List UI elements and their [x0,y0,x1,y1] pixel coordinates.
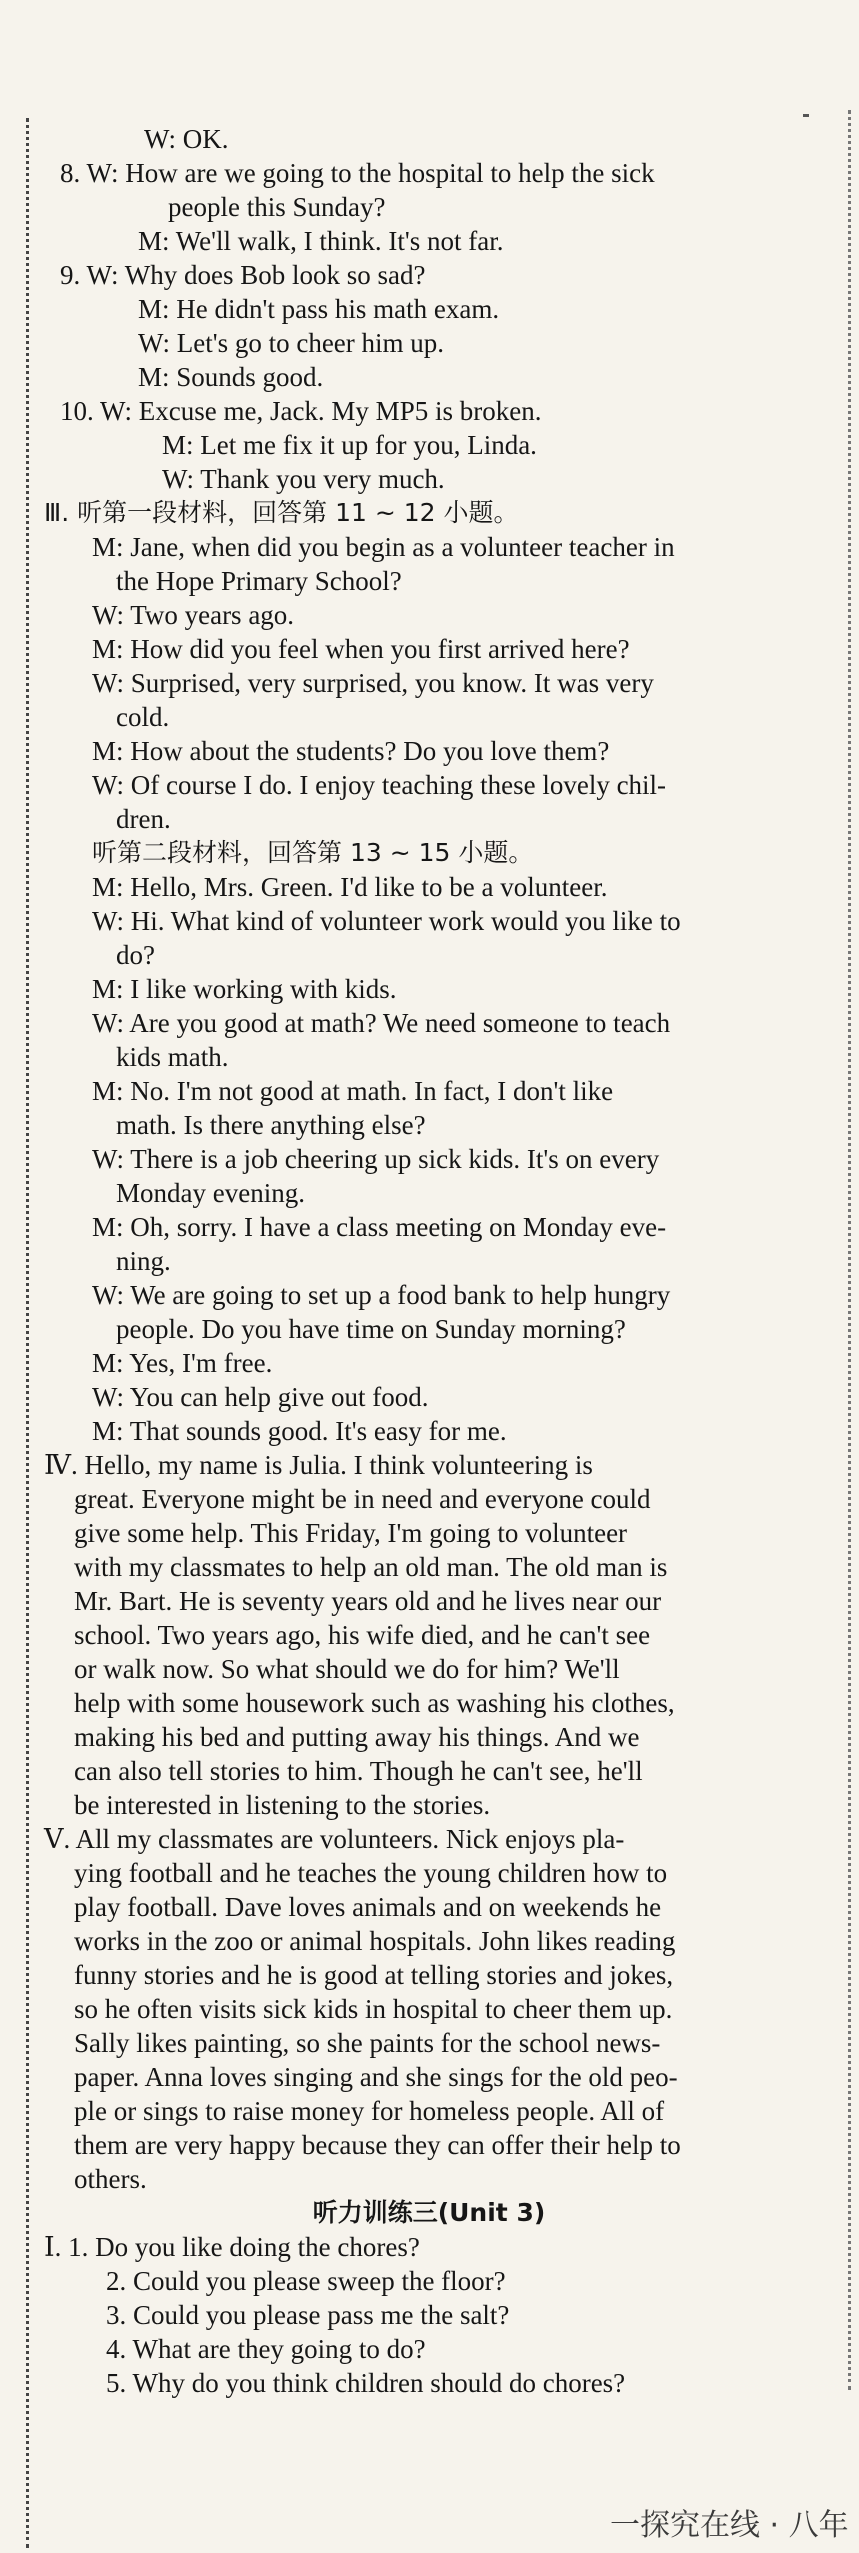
script-line: W: Are you good at math? We need someone to teach [92,1008,671,1038]
script-line: W: OK. [144,124,229,154]
passage-line: making his bed and putting away his things. And we [74,1722,640,1752]
corner-mark [803,114,809,117]
script-line: M: No. I'm not good at math. In fact, I don't like [92,1076,614,1106]
script-line: M: How about the students? Do you love them? [92,736,610,766]
passage-line: works in the zoo or animal hospitals. John likes reading [74,1926,676,1956]
script-line: M: Let me fix it up for you, Linda. [162,430,537,460]
question-line: 5. Why do you think children should do chores? [106,2368,626,2398]
passage-line: Mr. Bart. He is seventy years old and he lives near our [74,1586,662,1616]
question-line: 3. Could you please pass me the salt? [106,2300,510,2330]
passage-line: them are very happy because they can offer their help to [74,2130,681,2160]
script-line: M: Jane, when did you begin as a volunteer teacher in [92,532,675,562]
passage-line: others. [74,2164,147,2194]
script-line: M: Oh, sorry. I have a class meeting on Monday eve- [92,1212,667,1242]
script-line: W: Of course I do. I enjoy teaching these lovely chil- [92,770,667,800]
script-line: M: He didn't pass his math exam. [138,294,500,324]
script-line: dren. [116,804,171,834]
passage-line: help with some housework such as washing his clothes, [74,1688,675,1718]
script-line: ning. [116,1246,171,1276]
right-dotted-line [848,110,851,2390]
script-line: M: Yes, I'm free. [92,1348,273,1378]
script-line: people this Sunday? [168,192,386,222]
script-line: kids math. [116,1042,229,1072]
passage-line: play football. Dave loves animals and on weekends he [74,1892,662,1922]
passage-line: or walk now. So what should we do for him? We'll [74,1654,620,1684]
script-line: do? [116,940,155,970]
script-line: 10. W: Excuse me, Jack. My MP5 is broken. [60,396,542,426]
script-line: M: I like working with kids. [92,974,397,1004]
passage-line: funny stories and he is good at telling stories and jokes, [74,1960,674,1990]
passage-line: great. Everyone might be in need and everyone could [74,1484,651,1514]
passage-line: Sally likes painting, so she paints for the school news- [74,2028,661,2058]
script-line: W: Thank you very much. [162,464,445,494]
script-line: 9. W: Why does Bob look so sad? [60,260,426,290]
script-line: cold. [116,702,170,732]
passage-line: ying football and he teaches the young children how to [74,1858,668,1888]
listening-script [44,122,814,2400]
script-line: M: Hello, Mrs. Green. I'd like to be a volunteer. [92,872,608,902]
script-line: W: Hi. What kind of volunteer work would you like to [92,906,681,936]
question-line: 2. Could you please sweep the floor? [106,2266,506,2296]
passage-line: school. Two years ago, his wife died, and he can't see [74,1620,651,1650]
passage-line: Ⅳ. Hello, my name is Julia. I think volunteering is [44,1450,593,1480]
script-line: M: That sounds good. It's easy for me. [92,1416,507,1446]
section-title: 听力训练三(Unit 3) [312,2198,546,2227]
passage-line: can also tell stories to him. Though he can't see, he'll [74,1756,643,1786]
question-line: 4. What are they going to do? [106,2334,426,2364]
script-line: W: You can help give out food. [92,1382,429,1412]
script-line: M: How did you feel when you first arrived here? [92,634,630,664]
passage-line: Ⅴ. All my classmates are volunteers. Nick enjoys pla- [44,1824,625,1854]
part-heading: Ⅲ. 听第一段材料，回答第 11 ~ 12 小题。 [44,498,519,527]
script-line: W: We are going to set up a food bank to help hungry [92,1280,671,1310]
script-line: W: Let's go to cheer him up. [138,328,445,358]
passage-line: be interested in listening to the stories. [74,1790,491,1820]
script-line: M: We'll walk, I think. It's not far. [138,226,504,256]
part-heading: 听第二段材料，回答第 13 ~ 15 小题。 [92,838,534,867]
passage-line: paper. Anna loves singing and she sings for the old peo- [74,2062,678,2092]
script-line: M: Sounds good. [138,362,324,392]
script-line: the Hope Primary School? [116,566,402,596]
question-line: Ⅰ. 1. Do you like doing the chores? [44,2232,420,2262]
passage-line: give some help. This Friday, I'm going to volunteer [74,1518,628,1548]
passage-line: so he often visits sick kids in hospital to cheer them up. [74,1994,673,2024]
script-line: W: Two years ago. [92,600,295,630]
script-line: math. Is there anything else? [116,1110,426,1140]
script-line: W: Surprised, very surprised, you know. It was very [92,668,654,698]
script-line: W: There is a job cheering up sick kids. It's on every [92,1144,660,1174]
passage-line: with my classmates to help an old man. The old man is [74,1552,668,1582]
script-line: people. Do you have time on Sunday morning? [116,1314,626,1344]
script-line: 8. W: How are we going to the hospital to help the sick [60,158,655,188]
script-line: Monday evening. [116,1178,305,1208]
binding-dotted-line [26,118,29,2548]
passage-line: ple or sings to raise money for homeless people. All of [74,2096,665,2126]
page-footer: 一探究在线 · 八年 [610,2508,849,2543]
